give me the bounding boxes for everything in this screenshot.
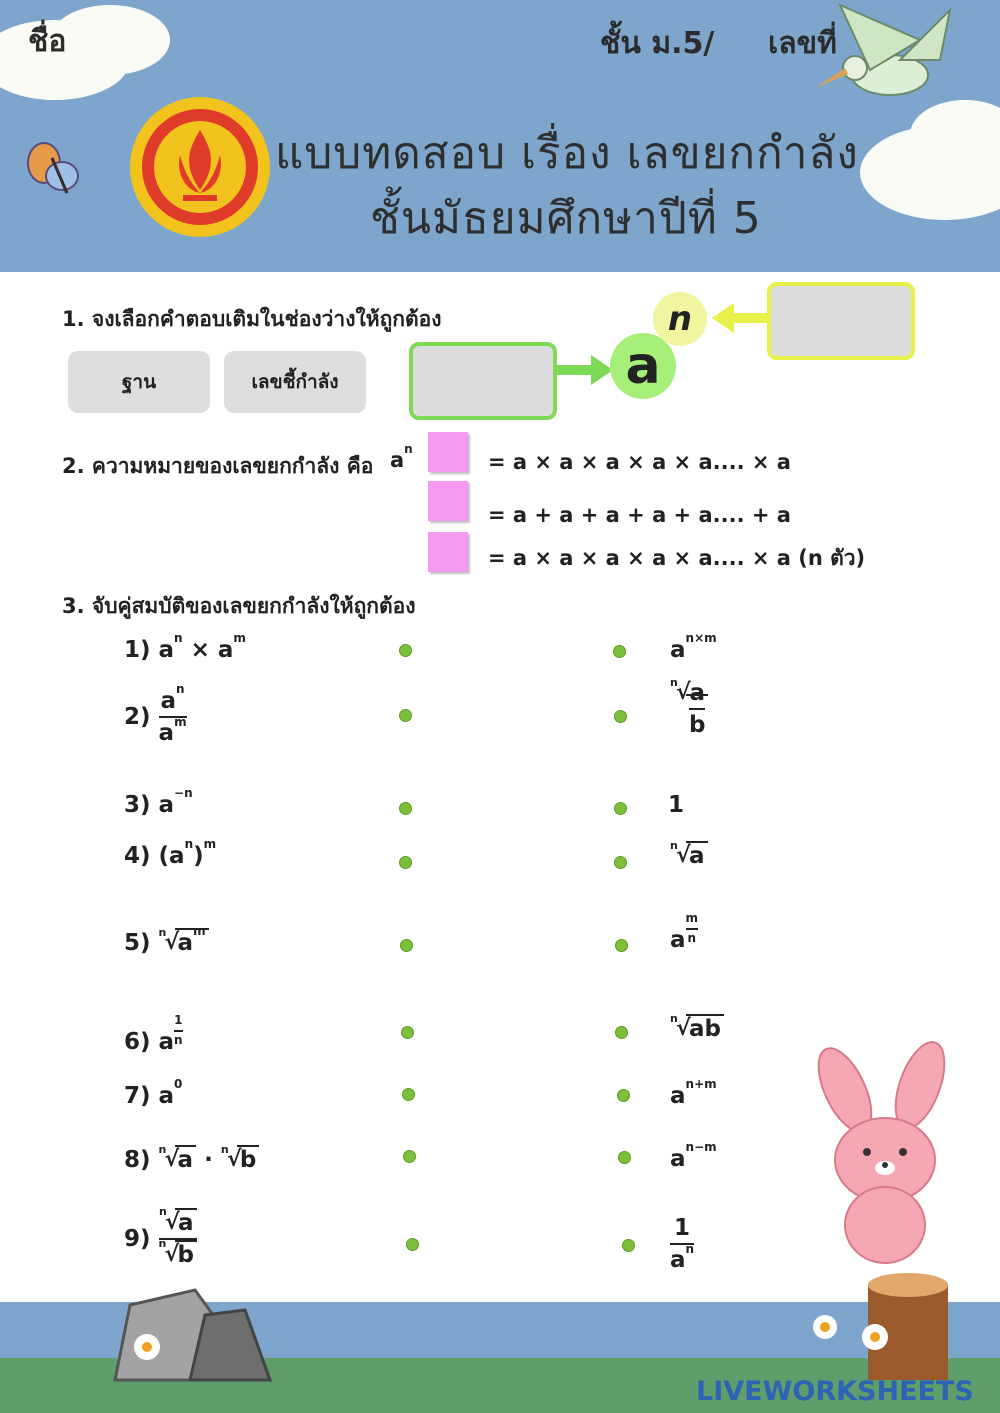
arrow-right-icon — [553, 355, 615, 385]
match-dot-left-3[interactable] — [399, 802, 412, 815]
right-item-4: n √ a — [670, 843, 708, 869]
match-dot-right-1[interactable] — [613, 645, 626, 658]
title-line-2: ชั้นมัธยมศึกษาปีที่ 5 — [370, 193, 762, 244]
option-checkbox-2[interactable] — [428, 481, 468, 521]
match-dot-left-1[interactable] — [399, 644, 412, 657]
match-dot-left-4[interactable] — [399, 856, 412, 869]
option-checkbox-1[interactable] — [428, 432, 468, 472]
exponent-answer-box[interactable] — [767, 282, 915, 360]
match-dot-right-8[interactable] — [618, 1151, 631, 1164]
stump-illustration — [790, 1265, 960, 1385]
match-dot-right-6[interactable] — [615, 1026, 628, 1039]
match-dot-left-7[interactable] — [402, 1088, 415, 1101]
match-dot-right-4[interactable] — [614, 856, 627, 869]
match-dot-left-5[interactable] — [400, 939, 413, 952]
liveworksheets-logo: LIVEWORKSHEETS — [696, 1376, 974, 1407]
left-item-7: 7) $a^0$ — [124, 1077, 183, 1109]
header-banner — [0, 0, 1000, 272]
class-label: ชั้น ม.5/ — [600, 26, 715, 61]
arrow-left-icon — [710, 303, 772, 333]
match-dot-left-9[interactable] — [406, 1238, 419, 1251]
title-line-1: แบบทดสอบ เรื่อง เลขยกกำลัง — [275, 128, 859, 179]
school-logo — [128, 95, 273, 240]
match-dot-right-3[interactable] — [614, 802, 627, 815]
right-item-1: $a^{n\times m}$ — [670, 631, 717, 663]
left-item-1: 1) $a^n \times a^m$ — [124, 631, 246, 663]
question-1-text: 1. จงเลือกคำตอบเติมในช่องว่างให้ถูกต้อง — [62, 307, 442, 331]
match-dot-left-6[interactable] — [401, 1026, 414, 1039]
right-item-5: a $^{\frac{m}{n}}$ — [670, 911, 699, 953]
right-item-9: $\frac{1}{a^n}$ — [670, 1215, 695, 1274]
match-dot-right-7[interactable] — [617, 1089, 630, 1102]
right-item-8: $a^{n-m}$ — [670, 1140, 717, 1172]
cloud-left-2 — [50, 5, 170, 75]
question-3-text: 3. จับคู่สมบัติของเลขยกกำลังให้ถูกต้อง — [62, 594, 416, 618]
butterfly-illustration — [22, 138, 86, 200]
rocks-illustration — [95, 1285, 315, 1385]
left-item-8: 8) n √ a · n √ b — [124, 1147, 259, 1173]
right-item-7: $a^{n+m}$ — [670, 1077, 717, 1109]
choice-base[interactable]: ฐาน — [68, 351, 210, 413]
match-dot-left-2[interactable] — [399, 709, 412, 722]
exponent-symbol: n — [653, 292, 707, 346]
question-2-text: 2. ความหมายของเลขยกกำลัง คือ — [62, 454, 374, 478]
base-answer-box[interactable] — [409, 342, 557, 420]
base-symbol: a — [610, 333, 676, 399]
left-item-6: 6) a $^{\frac{1}{n}}$ — [124, 1013, 183, 1055]
left-item-5: 5) n √ $a^m$ — [124, 930, 209, 956]
left-item-4: 4) $(a^n)^m$ — [124, 837, 217, 869]
left-item-9: 9) n √ a n √ b — [124, 1210, 197, 1269]
right-item-2: n √ $\frac{a}{b}$ — [670, 680, 708, 739]
option-1-text: = a × a × a × a × a.... × a — [488, 450, 791, 474]
match-dot-right-9[interactable] — [622, 1239, 635, 1252]
number-label: เลขที่ — [768, 26, 837, 61]
match-dot-left-8[interactable] — [403, 1150, 416, 1163]
right-item-3: 1 — [668, 792, 685, 818]
match-dot-right-5[interactable] — [615, 939, 628, 952]
option-3-text: = a × a × a × a × a.... × a (n ตัว) — [488, 546, 866, 570]
match-dot-right-2[interactable] — [614, 710, 627, 723]
name-label: ชื่อ — [28, 24, 67, 59]
left-item-2: 2) $\frac{a^n}{a^m}$ — [124, 682, 187, 747]
choice-exponent[interactable]: เลขชี้กำลัง — [224, 351, 366, 413]
right-item-6: n √ ab — [670, 1016, 724, 1042]
option-checkbox-3[interactable] — [428, 532, 468, 572]
bunny-illustration — [795, 1040, 960, 1270]
left-item-3: 3) $a^{-n}$ — [124, 786, 193, 818]
bird-illustration — [800, 0, 960, 120]
option-2-text: = a + a + a + a + a.... + a — [488, 503, 791, 527]
question-2-expr: $a^n$ — [390, 442, 413, 472]
